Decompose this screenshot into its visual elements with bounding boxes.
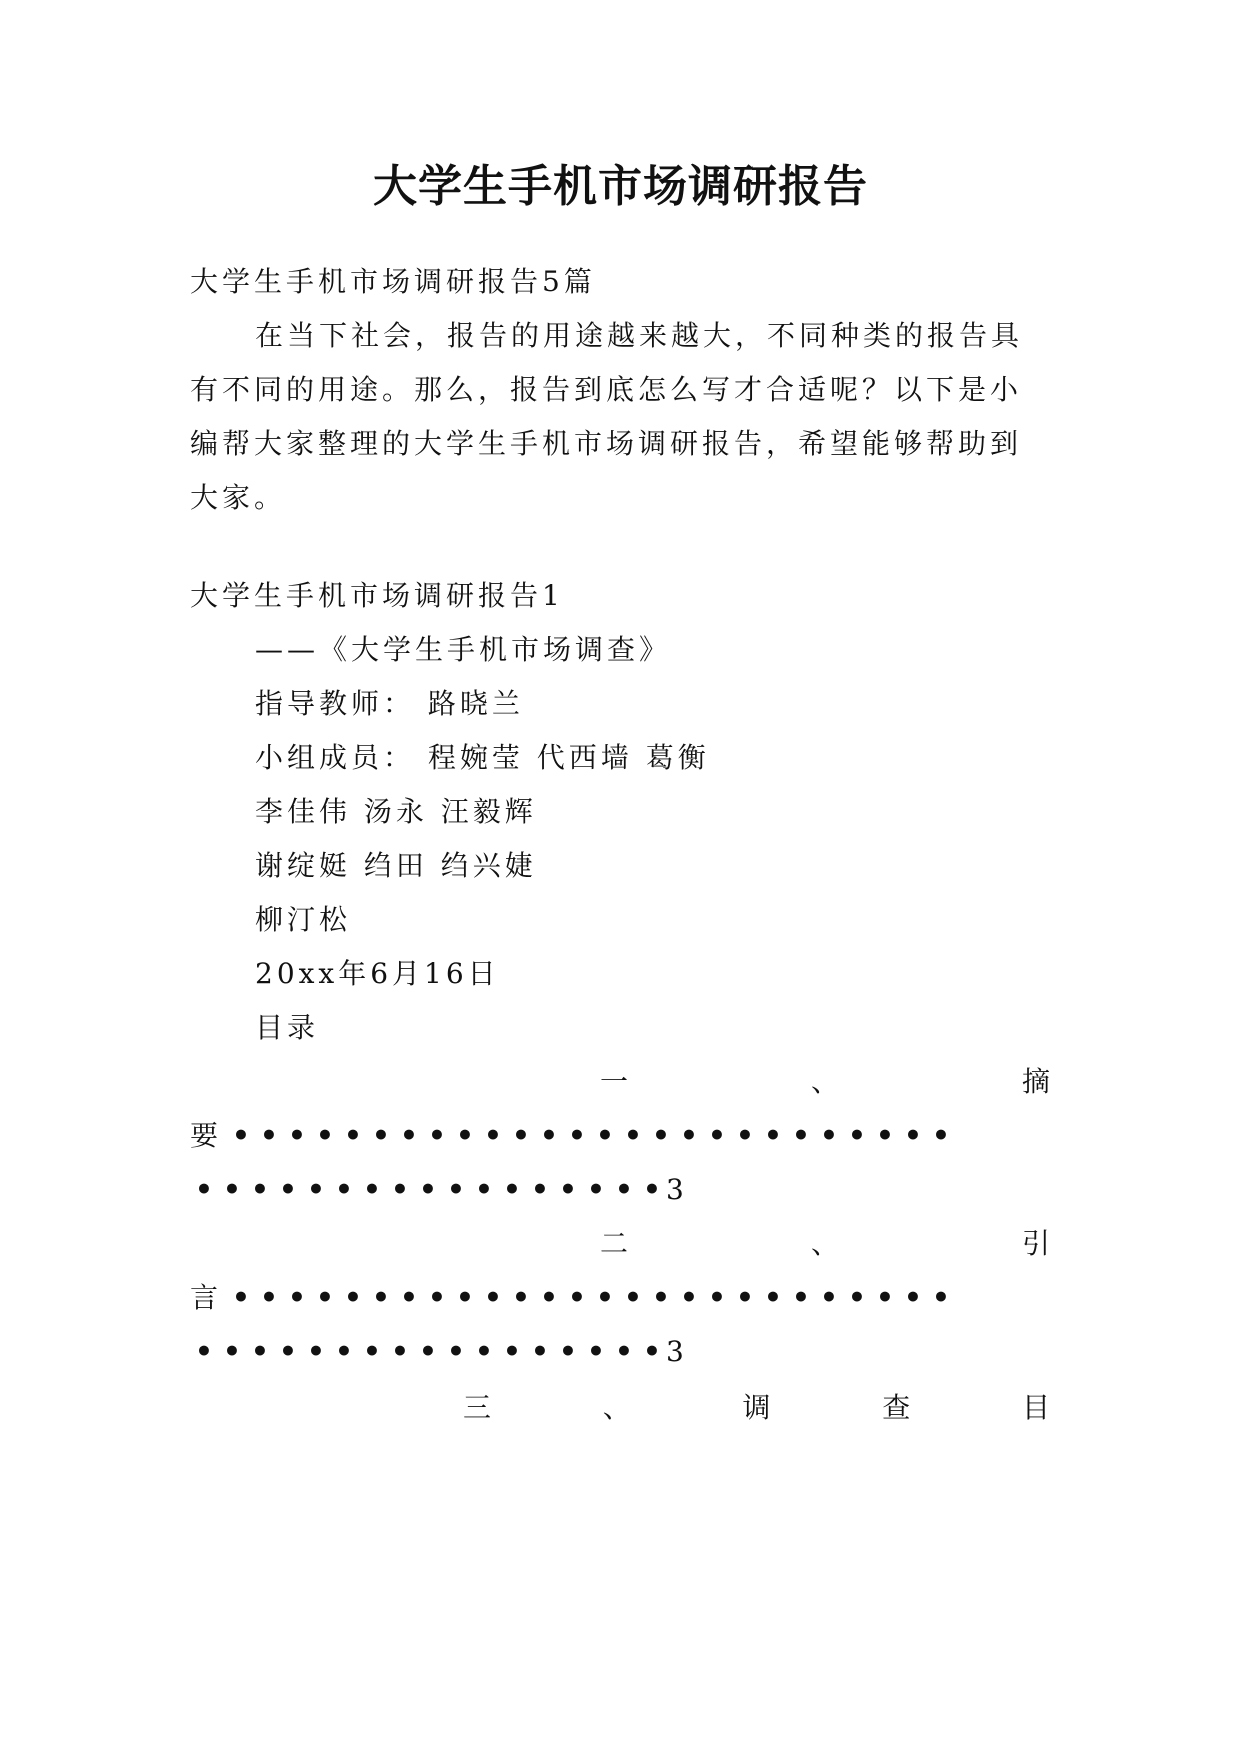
leader-dot: •: [371, 1119, 390, 1152]
leader-dot: •: [343, 1281, 362, 1314]
leader-dot: •: [335, 1335, 353, 1368]
leader-dot: •: [447, 1335, 465, 1368]
leader-dot: •: [539, 1119, 558, 1152]
document-title: 大学生手机市场调研报告: [373, 161, 868, 212]
leader-dot: •: [931, 1119, 950, 1152]
leader-dot: •: [475, 1335, 493, 1368]
report-subtitle: ——《大学生手机市场调查》: [255, 633, 672, 666]
date-line: 20xx年6月16日: [255, 957, 500, 990]
leader-dot: •: [223, 1173, 241, 1206]
leader-dot: •: [707, 1281, 726, 1314]
teacher-line: 指导教师： 路晓兰: [255, 687, 524, 720]
leader-dot: •: [539, 1281, 558, 1314]
leader-dot: •: [763, 1281, 782, 1314]
leader-dot: •: [875, 1119, 894, 1152]
leader-dot: •: [195, 1335, 213, 1368]
leader-dot: •: [623, 1119, 642, 1152]
leader-dot: •: [251, 1173, 269, 1206]
toc-label: 目录: [255, 1011, 320, 1044]
toc-heading-char: 要: [190, 1119, 219, 1152]
toc-page-number: 3: [666, 1335, 684, 1368]
leader-dot: •: [791, 1281, 810, 1314]
leader-dot: •: [447, 1173, 465, 1206]
leader-dot: •: [399, 1281, 418, 1314]
leader-dot: •: [231, 1119, 250, 1152]
leader-dot: •: [735, 1119, 754, 1152]
toc-entry-1-dots-row: [190, 1116, 955, 1156]
leader-dot: •: [287, 1119, 306, 1152]
toc-entry-3-header: [463, 1388, 1050, 1428]
leader-dot: •: [511, 1119, 530, 1152]
leader-dot: •: [567, 1119, 586, 1152]
leader-dot: •: [315, 1119, 334, 1152]
leader-dot: •: [531, 1173, 549, 1206]
leader-dot: •: [419, 1335, 437, 1368]
leader-dot: •: [371, 1281, 390, 1314]
toc-char: 调: [742, 1391, 771, 1424]
toc-char: 目: [1021, 1391, 1050, 1424]
leader-dot: •: [623, 1281, 642, 1314]
toc-entry-2-header: [600, 1224, 1050, 1264]
toc-page-number: 3: [666, 1173, 684, 1206]
leader-dot: •: [791, 1119, 810, 1152]
leader-dot: •: [615, 1173, 633, 1206]
toc-leader-dots: [227, 1281, 955, 1314]
members-line-4: 柳汀松: [255, 903, 352, 936]
toc-char: 引: [1021, 1227, 1050, 1260]
toc-char: 摘: [1021, 1065, 1050, 1098]
toc-leader-dots: [190, 1173, 666, 1206]
toc-char: 查: [882, 1391, 911, 1424]
leader-dot: •: [707, 1119, 726, 1152]
toc-separator: 、: [810, 1065, 839, 1098]
leader-dot: •: [587, 1173, 605, 1206]
toc-number: 一: [600, 1065, 629, 1098]
leader-dot: •: [931, 1281, 950, 1314]
leader-dot: •: [819, 1119, 838, 1152]
leader-dot: •: [735, 1281, 754, 1314]
leader-dot: •: [251, 1335, 269, 1368]
leader-dot: •: [511, 1281, 530, 1314]
leader-dot: •: [567, 1281, 586, 1314]
toc-entry-1-dots-row-2: [190, 1170, 684, 1210]
leader-dot: •: [847, 1119, 866, 1152]
toc-entry-2-dots-row: [190, 1278, 955, 1318]
subtitle: 大学生手机市场调研报告5篇: [190, 265, 596, 298]
leader-dot: •: [559, 1173, 577, 1206]
leader-dot: •: [287, 1281, 306, 1314]
intro-line-2: 有不同的用途。那么，报告到底怎么写才合适呢？以下是小: [190, 373, 1023, 406]
leader-dot: •: [595, 1119, 614, 1152]
leader-dot: •: [651, 1281, 670, 1314]
leader-dot: •: [315, 1281, 334, 1314]
leader-dot: •: [343, 1119, 362, 1152]
leader-dot: •: [559, 1335, 577, 1368]
toc-entry-1-header: [600, 1062, 1050, 1102]
leader-dot: •: [427, 1281, 446, 1314]
leader-dot: •: [679, 1119, 698, 1152]
leader-dot: •: [483, 1281, 502, 1314]
leader-dot: •: [231, 1281, 250, 1314]
toc-number: 三: [463, 1391, 492, 1424]
leader-dot: •: [763, 1119, 782, 1152]
leader-dot: •: [475, 1173, 493, 1206]
toc-separator: 、: [810, 1227, 839, 1260]
leader-dot: •: [391, 1173, 409, 1206]
leader-dot: •: [483, 1119, 502, 1152]
leader-dot: •: [819, 1281, 838, 1314]
leader-dot: •: [503, 1335, 521, 1368]
leader-dot: •: [615, 1335, 633, 1368]
leader-dot: •: [847, 1281, 866, 1314]
toc-entry-2-dots-row-2: [190, 1332, 684, 1372]
leader-dot: •: [195, 1173, 213, 1206]
members-line-1: 小组成员： 程婉莹 代西墙 葛衡: [255, 741, 710, 774]
leader-dot: •: [279, 1335, 297, 1368]
leader-dot: •: [651, 1119, 670, 1152]
leader-dot: •: [259, 1281, 278, 1314]
intro-line-1: 在当下社会，报告的用途越来越大，不同种类的报告具: [255, 319, 1024, 352]
leader-dot: •: [643, 1335, 661, 1368]
leader-dot: •: [875, 1281, 894, 1314]
intro-line-4: 大家。: [190, 481, 287, 514]
toc-leader-dots: [190, 1335, 666, 1368]
intro-line-3: 编帮大家整理的大学生手机市场调研报告，希望能够帮助到: [190, 427, 1023, 460]
leader-dot: •: [391, 1335, 409, 1368]
members-line-3: 谢绽娗 绉田 绉兴婕: [255, 849, 537, 882]
leader-dot: •: [363, 1335, 381, 1368]
leader-dot: •: [259, 1119, 278, 1152]
leader-dot: •: [455, 1281, 474, 1314]
toc-separator: 、: [602, 1391, 631, 1424]
leader-dot: •: [595, 1281, 614, 1314]
leader-dot: •: [419, 1173, 437, 1206]
leader-dot: •: [531, 1335, 549, 1368]
leader-dot: •: [399, 1119, 418, 1152]
leader-dot: •: [307, 1335, 325, 1368]
leader-dot: •: [903, 1119, 922, 1152]
leader-dot: •: [679, 1281, 698, 1314]
report-heading: 大学生手机市场调研报告1: [190, 579, 564, 612]
leader-dot: •: [643, 1173, 661, 1206]
leader-dot: •: [903, 1281, 922, 1314]
toc-leader-dots: [227, 1119, 955, 1152]
leader-dot: •: [503, 1173, 521, 1206]
leader-dot: •: [455, 1119, 474, 1152]
leader-dot: •: [223, 1335, 241, 1368]
leader-dot: •: [335, 1173, 353, 1206]
leader-dot: •: [307, 1173, 325, 1206]
members-line-2: 李佳伟 汤永 汪毅辉: [255, 795, 537, 828]
leader-dot: •: [363, 1173, 381, 1206]
leader-dot: •: [587, 1335, 605, 1368]
toc-number: 二: [600, 1227, 629, 1260]
leader-dot: •: [279, 1173, 297, 1206]
toc-heading-char: 言: [190, 1281, 219, 1314]
leader-dot: •: [427, 1119, 446, 1152]
